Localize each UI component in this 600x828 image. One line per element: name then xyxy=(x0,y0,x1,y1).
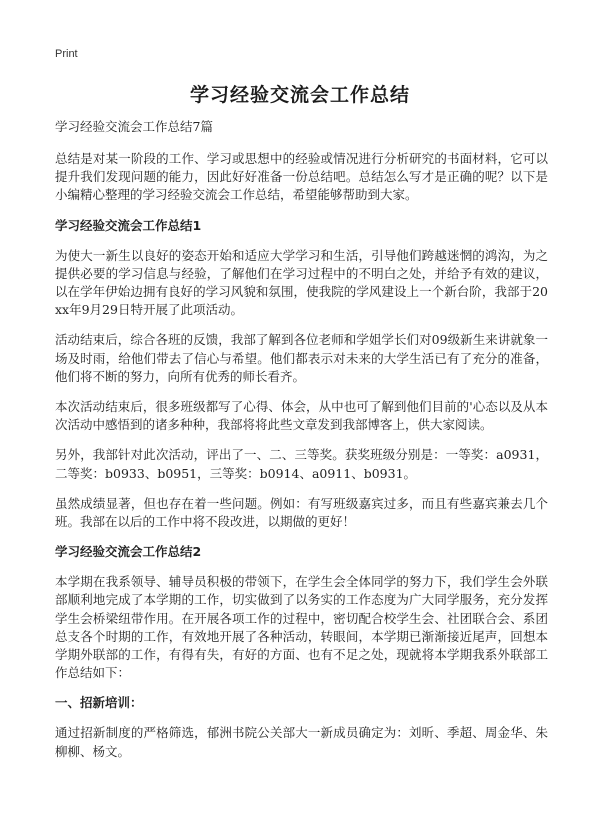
section2-paragraph-2: 通过招新制度的严格筛选，郁洲书院公关部大一新成员确定为：刘昕、季超、周金华、朱柳柳、杨文。 xyxy=(55,725,548,759)
page-title: 学习经验交流会工作总结 xyxy=(189,84,410,106)
section1-paragraph-2: 活动结束后，综合各班的反馈，我部了解到各位老师和学姐学长们对09级新生来讲就象一场及时雨，给他们带去了信心与希望。他们都表示对未来的大学生活已有了充分的准备，他们将不断的努力，向所有优秀的师长看齐。 xyxy=(55,332,548,384)
print-label[interactable]: Print xyxy=(55,48,78,60)
section-heading-2: 学习经验交流会工作总结2 xyxy=(55,544,202,560)
section2-sub-heading: 一、招新培训： xyxy=(55,695,143,711)
document-subtitle: 学习经验交流会工作总结7篇 xyxy=(55,119,213,134)
section1-paragraph-5: 虽然成绩显著，但也存在着一些问题。例如：有写班级嘉宾过多，而且有些嘉宾兼去几个班。我部在以后的工作中将不段改进，以期做的更好！ xyxy=(55,495,548,530)
section-heading-1: 学习经验交流会工作总结1 xyxy=(55,217,202,233)
section1-paragraph-1: 为使大一新生以良好的姿态开始和适应大学学习和生活，引导他们跨越迷惘的鸿沟，为之提供必要的学习信息与经验，了解他们在学习过程中的不明白之处，并给予有效的建议，以在学年伊始边拥有良好的学习风貌和氛围，使我院的学风建设上一个新台阶，我部于20xx年9月29日特开展了此项活动。 xyxy=(55,247,548,318)
intro-paragraph: 总结是对某一阶段的工作、学习或思想中的经验或情况进行分析研究的书面材料，它可以提升我们发现问题的能力，因此好好准备一份总结吧。总结怎么写才是正确的呢？以下是小编精心整理的学习经验交流会工作总结，希望能够帮助到大家。 xyxy=(55,151,548,203)
section1-paragraph-3: 本次活动结束后，很多班级都写了心得、体会，从中也可了解到他们目前的'心态以及从本次活动中感悟到的诸多种种，我部将将此些文章发到我部博客上，供大家阅读。 xyxy=(55,399,548,433)
section1-paragraph-4: 另外，我部针对此次活动，评出了一、二、三等奖。获奖班级分别是：一等奖：a0931，二等奖：b0933、b0951，三等奖：b0914、a0911、b0931。 xyxy=(55,447,548,481)
document-body xyxy=(55,118,548,773)
section2-paragraph-1: 本学期在我系领导、辅导员积极的带领下，在学生会全体同学的努力下，我们学生会外联部顺利地完成了本学期的工作，切实做到了以务实的工作态度为广大同学服务，充分发挥学生会桥梁纽带作用。在开展各项工作的过程中，密切配合校学生会、社团联合会、系团总支各个时期的工作，有效地开展了各种活动，转眼间，本学期已渐渐接近尾声，回想本学期外联部的工作，有得有失，有好的方面、也有不足之处，现就将本学期我系外联部工作总结如下： xyxy=(55,574,548,681)
